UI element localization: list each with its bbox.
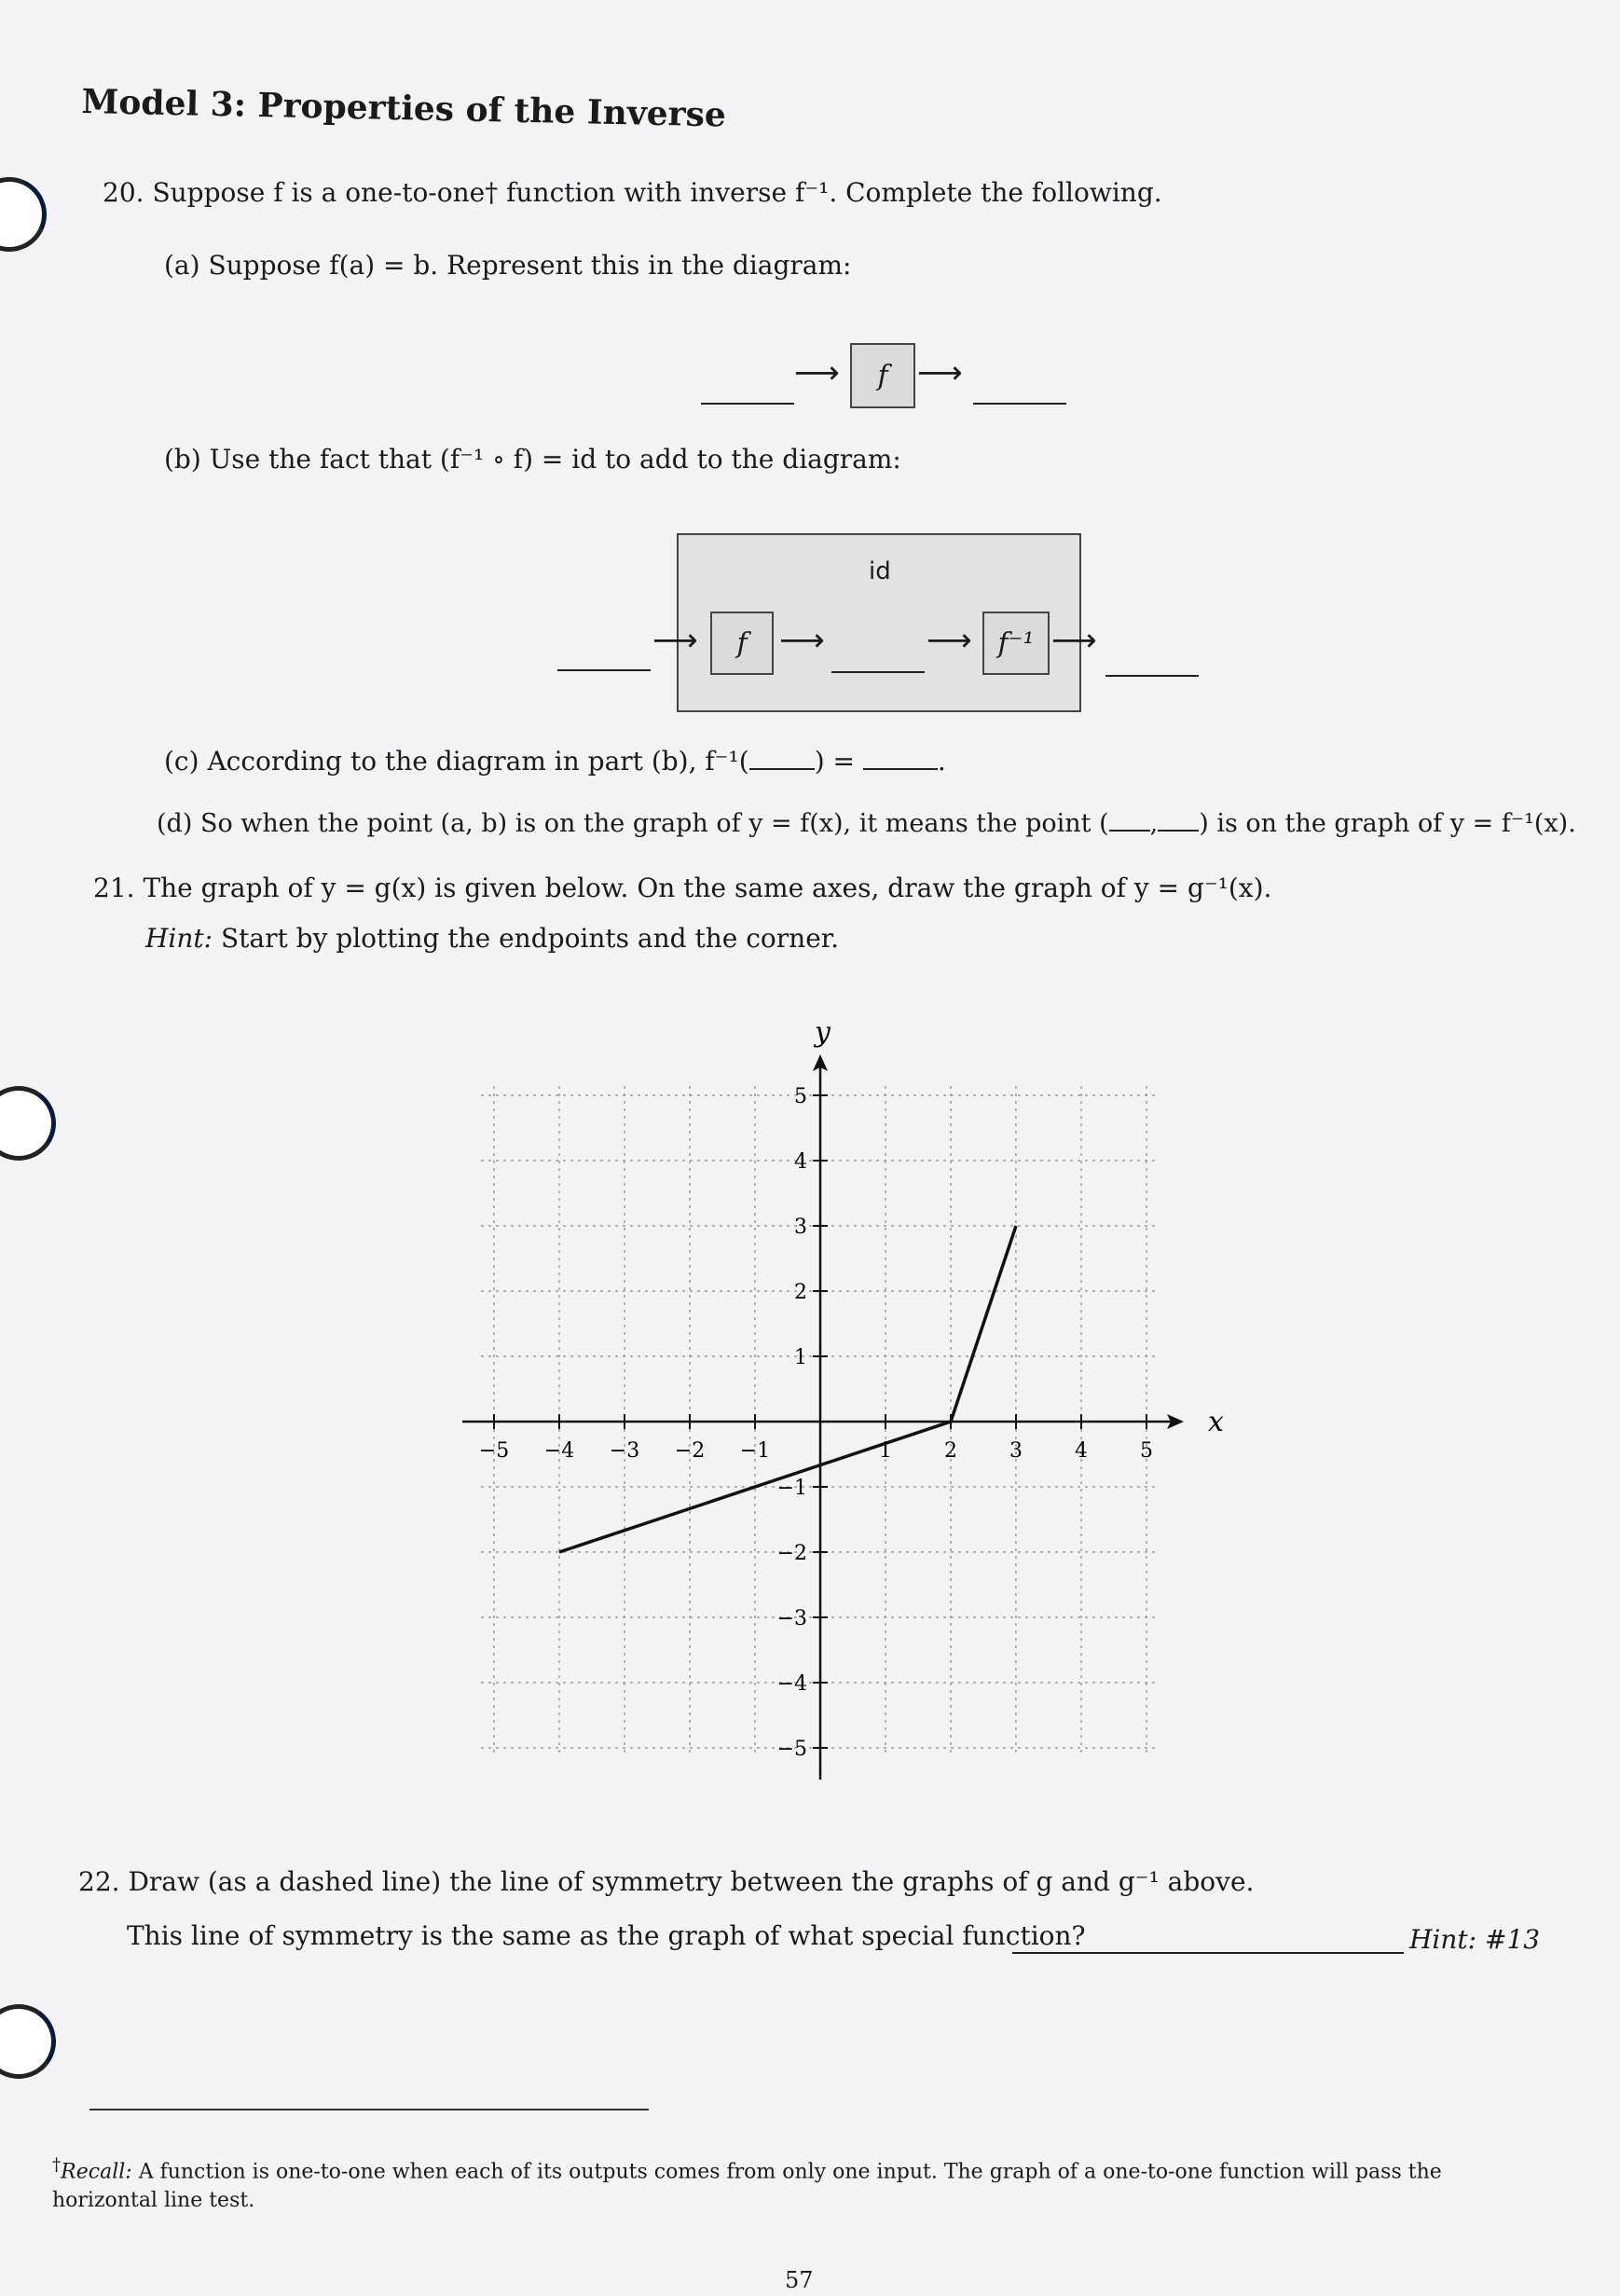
y-tick-label: −4	[776, 1672, 807, 1696]
q20d-blank-1[interactable]	[1109, 830, 1150, 832]
q20c-blank-2[interactable]	[863, 768, 938, 770]
arrow-icon: ⟶	[652, 622, 698, 659]
q22-prompt-2	[127, 1920, 1086, 1952]
q20a-prompt	[164, 250, 851, 282]
q21-prompt	[93, 873, 1271, 904]
q22-answer-blank[interactable]	[1012, 1952, 1404, 1954]
diagram-b-output-blank[interactable]	[1105, 675, 1199, 677]
binder-hole-3	[0, 1999, 62, 2085]
y-tick-label: 3	[794, 1216, 807, 1239]
y-tick-label: −5	[776, 1738, 807, 1761]
q20c-blank-1[interactable]	[749, 768, 815, 770]
q20c-text-after: .	[937, 746, 946, 777]
q20-text: Suppose f is a one-to-one† function with inverse f⁻¹. Complete the following.	[152, 177, 1162, 208]
arrow-icon: ⟶	[917, 354, 963, 392]
x-tick-label: 5	[1140, 1439, 1153, 1463]
y-axis-label: y	[815, 1016, 831, 1049]
q22-number: 22.	[78, 1866, 120, 1897]
y-tick-label: 5	[794, 1085, 807, 1108]
q20d-label: (d)	[157, 809, 193, 838]
q21-hint-label: Hint:	[145, 923, 213, 954]
footnote	[52, 2153, 1544, 2216]
q20c-text-middle: ) =	[814, 746, 855, 777]
q20b-text: Use the fact that (f⁻¹ ∘ f) = id to add to the diagram:	[209, 444, 901, 474]
page-title: Model 3: Properties of the Inverse	[81, 82, 727, 135]
q20d-comma: ,	[1149, 809, 1159, 838]
x-tick-label: −2	[674, 1439, 706, 1463]
q20d-text-after: ) is on the graph of y = f⁻¹(x).	[1199, 809, 1576, 838]
q21-text: The graph of y = g(x) is given below. On the same axes, draw the graph of y = g⁻¹(x).	[143, 873, 1272, 903]
f-box-b: f	[710, 612, 774, 675]
diagram-a-output-blank[interactable]	[973, 403, 1066, 405]
q20a-label: (a)	[164, 250, 200, 281]
diagram-b-input-blank[interactable]	[557, 669, 651, 671]
graph-g[interactable]	[447, 997, 1230, 1836]
finv-box: f⁻¹	[982, 612, 1050, 675]
footnote-marker: †	[52, 2155, 62, 2175]
x-tick-label: −1	[739, 1439, 771, 1463]
binder-hole-1	[0, 167, 57, 263]
arrow-icon: ⟶	[794, 354, 840, 392]
q21-number: 21.	[93, 873, 135, 903]
diagram-b-middle-blank[interactable]	[831, 671, 925, 673]
q20c-label: (c)	[164, 746, 199, 777]
y-tick-label: 4	[794, 1150, 807, 1174]
q20b-prompt	[164, 444, 901, 475]
footnote-recall: Recall:	[61, 2160, 132, 2184]
y-tick-label: 2	[794, 1281, 807, 1304]
q21-hint	[145, 923, 839, 955]
q22-prompt	[78, 1866, 1254, 1898]
q20a-text: Suppose f(a) = b. Represent this in the diagram:	[208, 250, 852, 281]
x-tick-label: 4	[1075, 1439, 1088, 1463]
x-tick-label: −3	[609, 1439, 640, 1463]
y-tick-label: 1	[794, 1346, 807, 1369]
q20c-prompt	[164, 746, 946, 777]
x-tick-label: 2	[944, 1439, 957, 1463]
arrow-icon: ⟶	[927, 622, 972, 659]
arrow-icon: ⟶	[1051, 622, 1097, 659]
id-label: id	[869, 557, 891, 585]
diagram-a-input-blank[interactable]	[701, 403, 794, 405]
y-tick-label: −1	[776, 1477, 807, 1500]
q22-text2: This line of symmetry is the same as the graph of what special function?	[127, 1920, 1086, 1951]
footnote-rule	[89, 2109, 649, 2110]
x-tick-label: −4	[543, 1439, 575, 1463]
x-axis-label: x	[1208, 1406, 1224, 1438]
q20d-prompt	[157, 809, 1576, 839]
footnote-text: A function is one-to-one when each of its outputs comes from only one input. The graph of a one-to-one function will pass the horizontal line test.	[52, 2160, 1442, 2213]
q22-hint: Hint: #13	[1409, 1924, 1541, 1955]
page-number: 57	[785, 2267, 814, 2293]
q20c-text-before: According to the diagram in part (b), f⁻¹(	[207, 746, 749, 777]
arrow-icon: ⟶	[779, 622, 825, 659]
x-tick-label: 3	[1009, 1439, 1023, 1463]
q20-number: 20.	[103, 177, 144, 208]
q22-text: Draw (as a dashed line) the line of symmetry between the graphs of g and g⁻¹ above.	[128, 1866, 1255, 1897]
x-tick-label: 1	[879, 1439, 892, 1463]
x-tick-label: −5	[478, 1439, 510, 1463]
f-box: f	[850, 343, 915, 408]
q20b-label: (b)	[164, 444, 201, 474]
q20-prompt	[103, 177, 1162, 209]
binder-hole-2	[0, 1080, 62, 1167]
q20d-text-before: So when the point (a, b) is on the graph of y = f(x), it means the point (	[199, 809, 1109, 838]
y-tick-label: −3	[776, 1607, 807, 1630]
y-tick-label: −2	[776, 1542, 807, 1565]
q20d-blank-2[interactable]	[1158, 830, 1199, 832]
q21-hint-text: Start by plotting the endpoints and the corner.	[221, 923, 839, 954]
series-line-g	[559, 1226, 1016, 1552]
